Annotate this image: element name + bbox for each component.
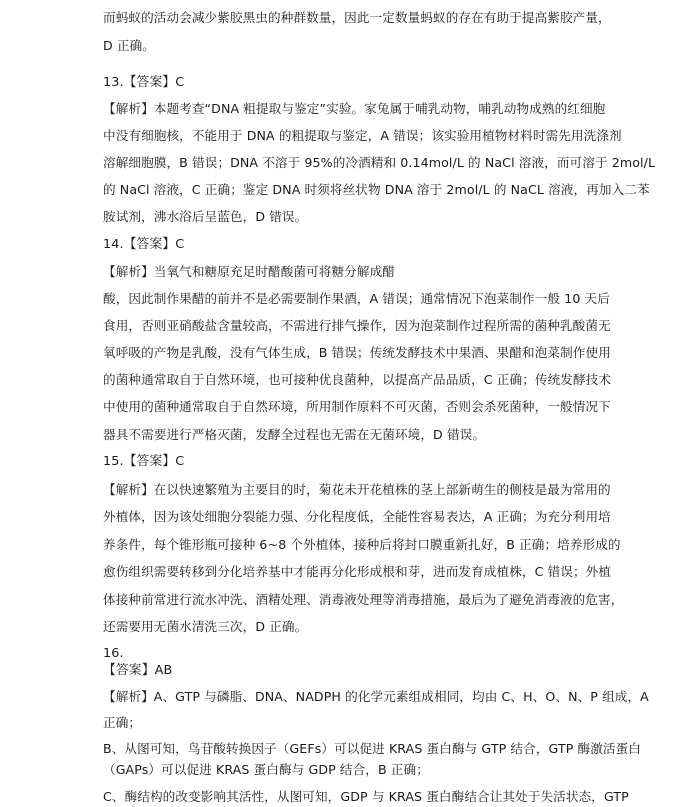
text-line: 溶解细胞膜，B 错误；DNA 不溶于 95%的冷酒精和 0.14mol/L 的 NaCl 溶液，而可溶于 2mol/L bbox=[103, 155, 656, 170]
answer-heading: 15.【答案】C bbox=[103, 454, 185, 469]
text-line: B、从图可知，鸟苷酸转换因子（GEFs）可以促进 KRAS 蛋白酶与 GTP 结合，GTP 酶激活蛋白 bbox=[103, 741, 641, 756]
text-line: 【解析】在以快速繁殖为主要目的时，菊花未开花植株的茎上部新萌生的侧枝是最为常用的 bbox=[103, 482, 611, 497]
text-line: 【解析】本题考查“DNA 粗提取与鉴定”实验。家兔属于哺乳动物，哺乳动物成熟的红细胞 bbox=[103, 101, 606, 116]
answer-heading: 【答案】AB bbox=[103, 663, 173, 678]
text-line: 的 NaCl 溶液，C 正确；鉴定 DNA 时须将丝状物 DNA 溶于 2mol/L 的 NaCL 溶液，再加入二苯 bbox=[103, 182, 650, 197]
text-line: 氧呼吸的产物是乳酸，没有气体生成，B 错误；传统发酵技术中果酒、果醋和泡菜制作使用 bbox=[103, 345, 611, 360]
text-line: 胺试剂，沸水浴后呈蓝色，D 错误。 bbox=[103, 209, 308, 224]
text-line: 养条件，每个锥形瓶可接种 6~8 个外植体，接种后将封口膜重新扎好，B 正确；培养形成的 bbox=[103, 537, 621, 552]
text-line: （GAPs）可以促进 KRAS 蛋白酶与 GDP 结合，B 正确； bbox=[103, 762, 429, 777]
text-line: 【解析】A、GTP 与磷脂、DNA、NADPH 的化学元素组成相同，均由 C、H、O、N、P 组成，A bbox=[103, 689, 649, 704]
text-line: 还需要用无菌水清洗三次，D 正确。 bbox=[103, 619, 308, 634]
text-line: 正确； bbox=[103, 715, 142, 730]
text-line: 中没有细胞核，不能用于 DNA 的粗提取与鉴定，A 错误；该实验用植物材料时需先用洗涤剂 bbox=[103, 128, 622, 143]
text-line: 体接种前常进行流水冲洗、酒精处理、消毒液处理等消毒措施，最后为了避免消毒液的危害， bbox=[103, 592, 624, 607]
answer-heading: 14.【答案】C bbox=[103, 237, 185, 252]
text-line: D 正确。 bbox=[103, 38, 155, 53]
text-line: 的菌种通常取自于自然环境，也可接种优良菌种，以提高产品品质，C 正确；传统发酵技术 bbox=[103, 372, 612, 387]
question-number: 16. bbox=[103, 646, 124, 661]
text-line: 外植体，因为该处细胞分裂能力强、分化程度低，全能性容易表达，A 正确；为充分利用培 bbox=[103, 509, 611, 524]
text-line: 食用，否则亚硝酸盐含量较高，不需进行排气操作，因为泡菜制作过程所需的菌种乳酸菌无 bbox=[103, 318, 611, 333]
text-line: 而蚂蚁的活动会减少紫胶黑虫的种群数量，因此一定数量蚂蚁的存在有助于提高紫胶产量， bbox=[103, 10, 611, 25]
text-line: 【解析】当氧气和糖原充足时醋酸菌可将糖分解成醋 bbox=[103, 264, 395, 279]
answer-heading: 13.【答案】C bbox=[103, 75, 185, 90]
text-line: 愈伤组织需要转移到分化培养基中才能再分化形成根和芽，进而发育成植株，C 错误；外植 bbox=[103, 564, 612, 579]
text-line: 中使用的菌种通常取自于自然环境，所用制作原料不可灭菌，否则会杀死菌种，一般情况下 bbox=[103, 399, 611, 414]
text-line: C、酶结构的改变影响其活性，从图可知，GDP 与 KRAS 蛋白酶结合让其处于失活状态，GTP bbox=[103, 789, 629, 804]
text-line: 器具不需要进行严格灭菌，发酵全过程也无需在无菌环境，D 错误。 bbox=[103, 427, 486, 442]
text-line: 酸，因此制作果醋的前并不是必需要制作果酒，A 错误；通常情况下泡菜制作一般 10 天后 bbox=[103, 291, 610, 306]
